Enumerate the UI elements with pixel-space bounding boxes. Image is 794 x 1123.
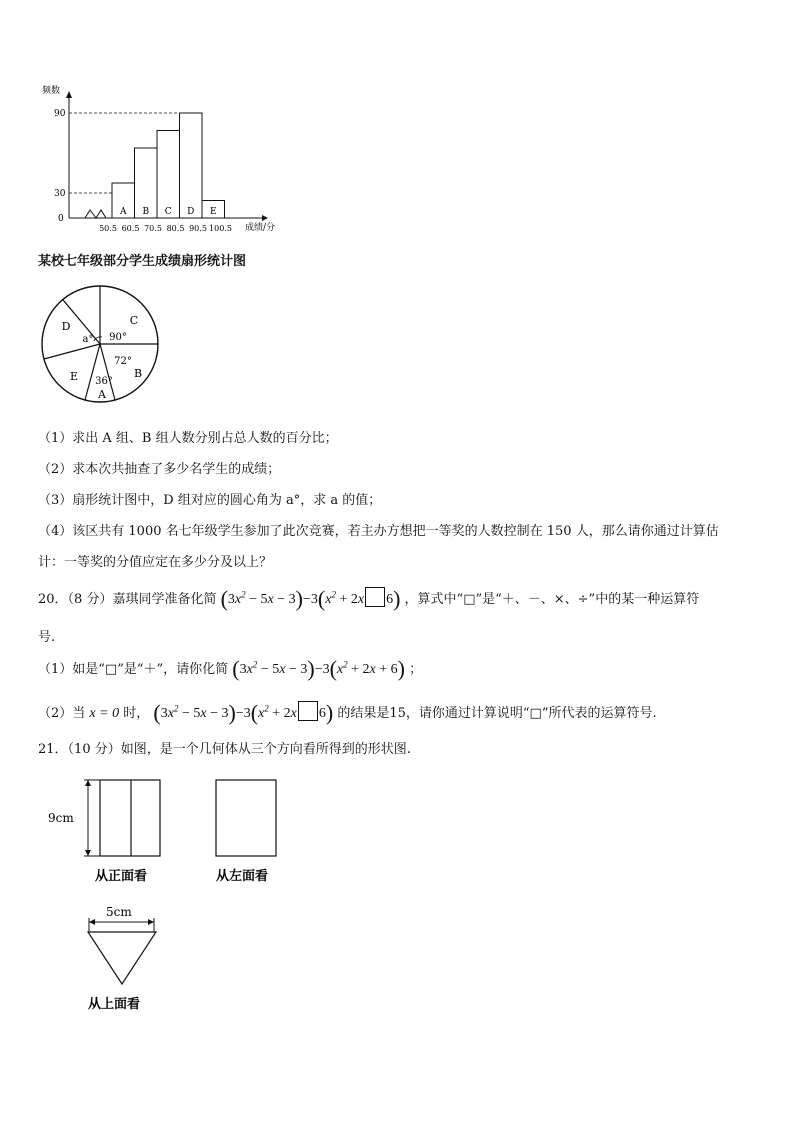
q19-part2: （2）求本次共抽查了多少名学生的成绩；: [38, 462, 281, 477]
bar-label-E: E: [209, 207, 217, 217]
pie-angle-C: 90°: [109, 332, 127, 343]
pie-label-C: C: [129, 314, 139, 327]
width-dimension-label: 5cm: [106, 905, 132, 919]
bar-label-B: B: [142, 207, 150, 217]
bar-label-D: D: [187, 207, 195, 217]
x-tick-label: 100.5: [209, 224, 232, 233]
bar-D: [180, 113, 203, 218]
y-axis-arrow: [66, 91, 72, 98]
q20-part2-mid: 时，: [123, 706, 150, 721]
width-arrow-right: [148, 919, 154, 925]
axis-break-zigzag: [85, 210, 106, 218]
q20-stem: [38, 586, 699, 612]
left-view-rect: [216, 780, 276, 856]
dim-arrow-bottom: [85, 850, 91, 856]
q20-part2-tail: 的结果是15，请你通过计算说明“□”所代表的运算符号.: [337, 706, 657, 721]
left-view-figure: [210, 772, 300, 892]
x-tick-label: 90.5: [189, 224, 207, 233]
x-axis-arrow: [262, 215, 268, 221]
pie-label-B: B: [133, 367, 143, 380]
q20-stem-tail: ，算式中“□”是“＋、－、×、÷”中的某一种运算符: [404, 592, 700, 607]
q19-part3: （3）扇形统计图中，D 组对应的圆心角为 a°，求 a 的值；: [38, 493, 382, 508]
q20-part2: [38, 700, 657, 726]
q20-part2-head: （2）当: [38, 706, 86, 721]
width-arrow-left: [89, 919, 95, 925]
y-tick-30: 30: [54, 189, 66, 199]
frequency-histogram: [30, 78, 300, 238]
q20-part1: [38, 656, 422, 682]
pie-divider: [44, 344, 100, 359]
pie-chart: [38, 282, 172, 408]
front-view-figure: [40, 772, 180, 892]
y-tick-90: 90: [54, 109, 66, 119]
pie-angle-B: 72°: [114, 356, 132, 367]
q20-part1-tail: ；: [409, 662, 423, 677]
pie-angle-D: a°: [82, 334, 94, 345]
q20-part2-expression: $(3x^2 - 5x - 3)-3(x^2 + 2x$ 6): [153, 700, 334, 725]
top-view-triangle: [88, 932, 156, 984]
x-tick-label: 70.5: [144, 224, 162, 233]
bar-C: [157, 131, 180, 219]
x-tick-label: 50.5: [99, 224, 117, 233]
q21-stem: 21．（10 分）如图，是一个几何体从三个方向看所得到的形状图.: [38, 742, 411, 757]
q20-part2-condition: x = 0: [89, 706, 120, 721]
bar-label-A: A: [120, 207, 127, 217]
y-axis-label: 频数: [42, 86, 61, 96]
height-dimension-label: 9cm: [48, 811, 74, 825]
y-tick-0: 0: [58, 214, 64, 224]
q20-expression: $(3x^2 - 5x - 3)-3(x^2 + 2x$ 6): [220, 586, 401, 611]
top-view-label: 从上面看: [88, 997, 141, 1012]
pie-angle-A: 36°: [95, 376, 113, 387]
dim-arrow-top: [85, 780, 91, 786]
x-axis-label: 成绩/分: [245, 223, 276, 233]
pie-label-A: A: [98, 388, 106, 401]
q19-part4: （4）该区共有 1000 名七年级学生参加了此次竞赛，若主办方想把一等奖的人数控制在 150 人，那么请你通过计算估: [38, 524, 719, 539]
left-view-label: 从左面看: [216, 869, 269, 884]
q20-stem-tail2: 号.: [38, 630, 56, 645]
top-view-figure: [78, 902, 178, 1018]
q19-part1: （1）求出 A 组、B 组人数分别占总人数的百分比；: [38, 431, 338, 446]
q20-part1-expression: $(3x^2 - 5x - 3)-3(x^2 + 2x + 6)$: [232, 656, 405, 681]
front-view-label: 从正面看: [95, 869, 148, 884]
q19-part4-cont: 计：一等奖的分值应定在多少分及以上？: [38, 555, 273, 570]
bar-label-C: C: [164, 207, 172, 217]
pie-chart-title: 某校七年级部分学生成绩扇形统计图: [38, 254, 247, 269]
q20-stem-head: 20．（8 分）嘉琪同学准备化简: [38, 592, 217, 607]
front-view-rect: [100, 780, 160, 856]
x-tick-label: 60.5: [121, 224, 140, 233]
q20-part1-head: （1）如是“□”是“＋”，请你化简: [38, 662, 229, 677]
x-tick-label: 80.5: [166, 224, 185, 233]
pie-label-D: D: [61, 320, 71, 333]
pie-label-E: E: [69, 370, 79, 383]
operator-box: [365, 587, 385, 607]
operator-box-2: [298, 701, 318, 721]
